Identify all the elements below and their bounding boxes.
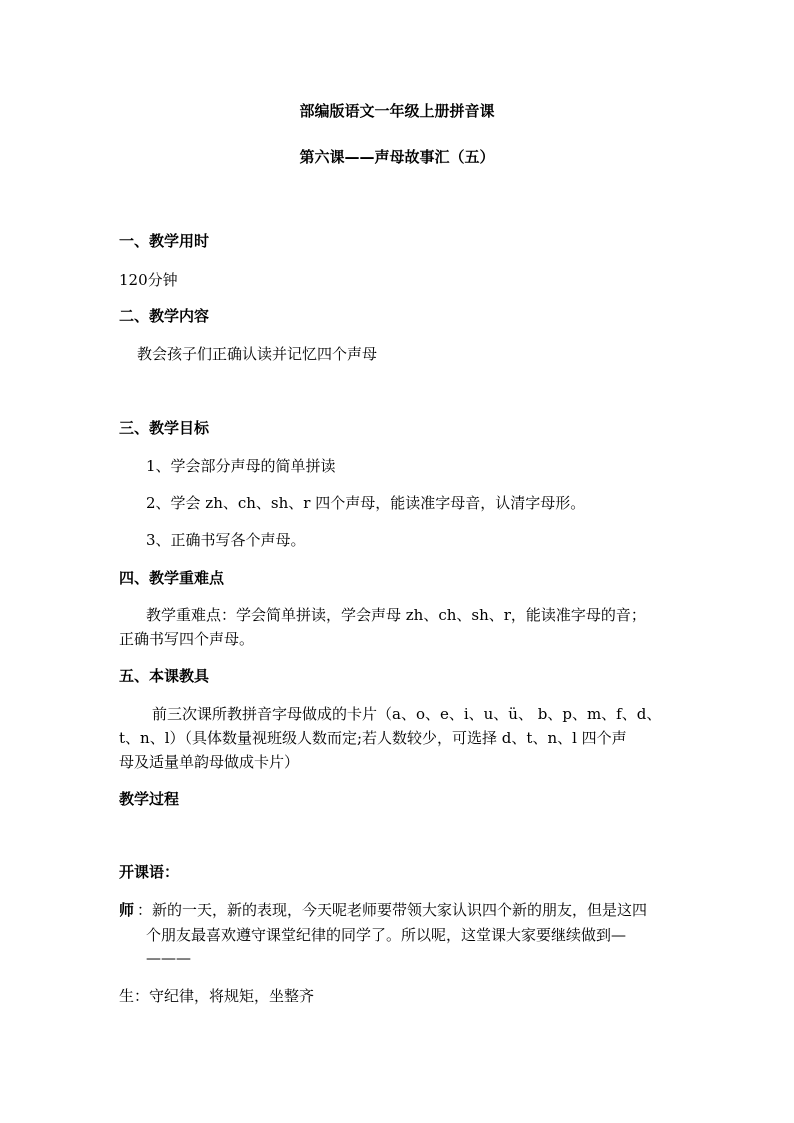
section-heading-goals: 三、教学目标 [119, 419, 210, 437]
materials-line-2: t、n、l）（具体数量视班级人数而定;若人数较少，可选择 d、t、n、l 四个声 [119, 729, 627, 747]
goal-item-3: 3、正确书写各个声母。 [146, 531, 306, 549]
goal-item-1: 1、学会部分声母的简单拼读 [146, 457, 336, 475]
student-line: 生：守纪律，将规矩，坐整齐 [119, 987, 315, 1005]
materials-line-1: 前三次课所教拼音字母做成的卡片（a、o、e、i、u、ü、 b、p、m、f、d、 [152, 705, 662, 723]
teacher-line-1: ：新的一天，新的表现，今天呢老师要带领大家认识四个新的朋友，但是这四 [137, 901, 648, 919]
section-heading-content: 二、教学内容 [119, 307, 210, 325]
materials-line-3: 母及适量单韵母做成卡片） [119, 753, 300, 771]
section-heading-process: 教学过程 [119, 790, 180, 808]
document-title: 部编版语文一年级上册拼音课 [299, 102, 495, 120]
teacher-line-2: 个朋友最喜欢遵守课堂纪律的同学了。所以呢，这堂课大家要继续做到— [146, 926, 627, 944]
section-heading-materials: 五、本课教具 [119, 667, 210, 685]
document-subtitle: 第六课——声母故事汇（五） [299, 148, 495, 166]
keypoints-line-1: 教学重难点：学会简单拼读，学会声母 zh、ch、sh、r，能读准字母的音； [146, 606, 646, 624]
keypoints-line-2: 正确书写四个声母。 [119, 630, 255, 648]
opening-heading: 开课语： [119, 863, 180, 881]
section-heading-time: 一、教学用时 [119, 232, 210, 250]
teacher-label: 师 [119, 901, 135, 919]
goal-item-2: 2、学会 zh、ch、sh、r 四个声母，能读准字母音，认清字母形。 [146, 494, 586, 512]
teacher-line-3: ——— [146, 949, 191, 967]
section-text-content: 教会孩子们正确认读并记忆四个声母 [137, 345, 378, 363]
section-heading-keypoints: 四、教学重难点 [119, 569, 225, 587]
section-text-time: 120分钟 [119, 271, 178, 289]
